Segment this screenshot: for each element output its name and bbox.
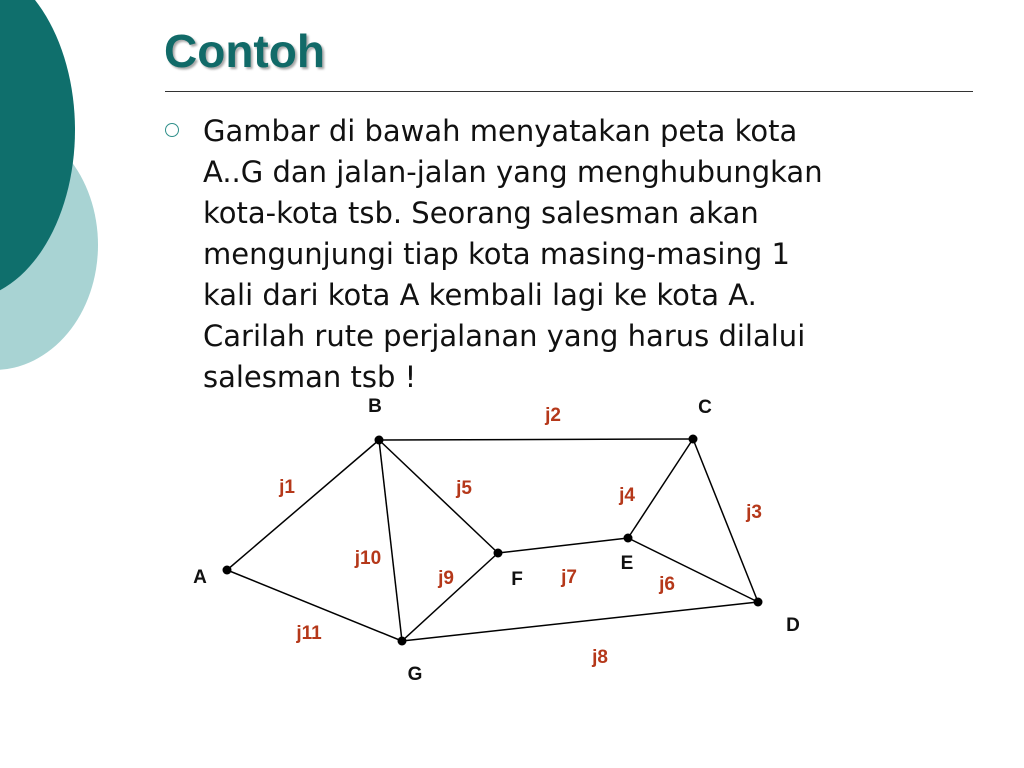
edge-j5 [379,440,498,553]
edge-j6 [628,538,758,602]
node-label-a: A [193,567,207,588]
edge-j9 [402,553,498,641]
node-label-c: C [698,397,712,418]
edge-j8 [402,602,758,641]
edge-label-j8: j8 [592,647,608,668]
node-label-e: E [620,553,634,574]
node-label-d: D [786,615,800,636]
edge-label-j10: j10 [354,548,382,569]
bullet-text: Gambar di bawah menyatakan peta kota A..G dan jalan-jalan yang menghubungkan kota-kota tsb. Seorang salesman akan mengunjungi tiap kota masing-masing 1 kali dari kota A kembali lagi ke kota A. Carilah rute perjalanan yang harus dilalui salesman tsb ! [203,114,823,394]
node-b-dot [375,436,384,445]
edge-j2 [379,439,693,440]
edges [227,439,758,641]
node-d-dot [754,598,763,607]
edge-label-j5: j5 [456,478,472,499]
edge-label-j1: j1 [279,477,295,498]
node-label-b: B [368,396,382,417]
edge-label-j6: j6 [659,574,675,595]
node-c-dot [689,435,698,444]
slide-title: Contoh [164,25,325,77]
nodes [223,435,763,646]
edge-j10 [379,440,402,641]
node-label-f: F [511,569,523,590]
edge-label-j4: j4 [619,485,635,506]
node-label-g: G [407,664,423,685]
edge-label-j2: j2 [545,405,561,426]
node-g-dot [398,637,407,646]
node-f-dot [494,549,503,558]
edge-j4 [628,439,693,538]
edge-label-j3: j3 [746,502,762,523]
edge-j7 [498,538,628,553]
node-a-dot [223,566,232,575]
edge-label-j11: j11 [296,623,322,644]
node-e-dot [624,534,633,543]
edge-label-j9: j9 [438,568,454,589]
edge-label-j7: j7 [561,567,577,588]
